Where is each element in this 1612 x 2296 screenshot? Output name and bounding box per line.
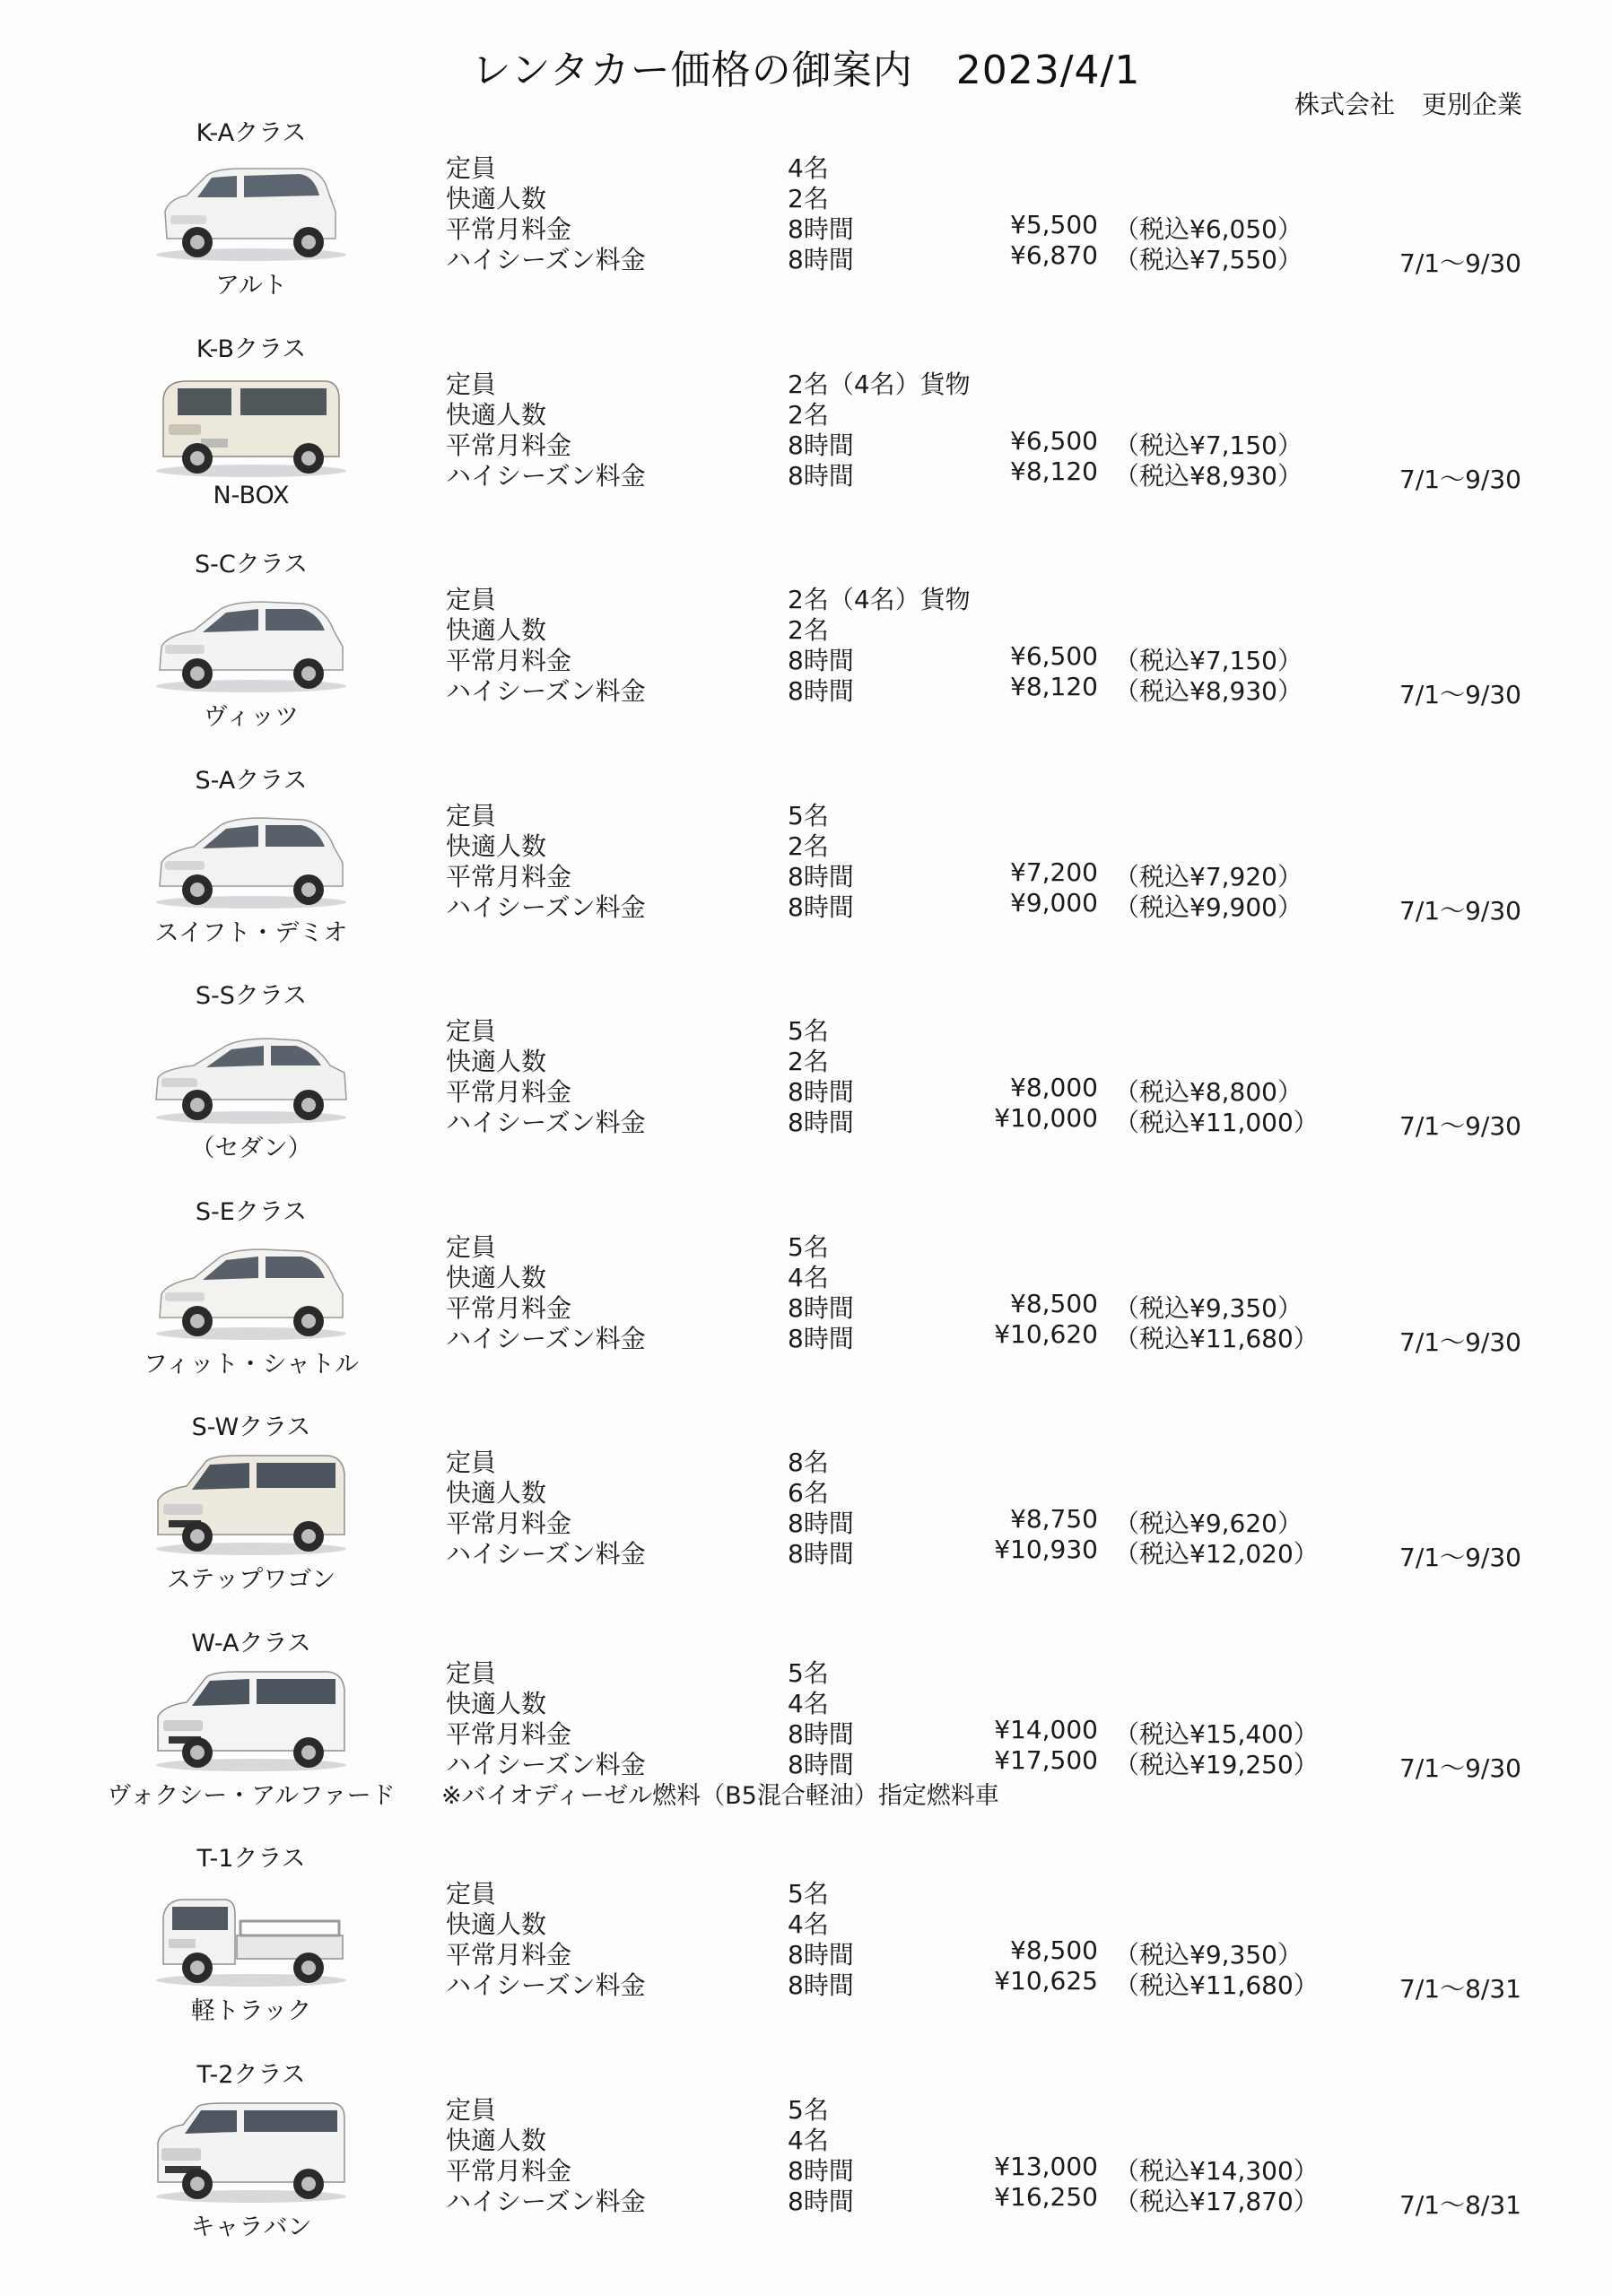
capacity-value: 5名: [788, 1879, 829, 1909]
capacity-value: 5名: [788, 1016, 829, 1046]
normal-price-tax: （税込¥7,920）: [1114, 861, 1303, 891]
high-hours: 8時間: [788, 460, 854, 491]
title-date: 2023/4/1: [955, 48, 1141, 93]
high-season-label: ハイシーズン料金: [446, 1108, 646, 1137]
normal-price: ¥8,000: [1010, 1073, 1098, 1102]
normal-price: ¥8,500: [1010, 1935, 1098, 1965]
capacity-value: 8名: [788, 1448, 829, 1477]
car-row: [0, 1839, 1612, 2054]
normal-price: ¥14,000: [994, 1714, 1098, 1744]
high-hours: 8時間: [788, 891, 854, 922]
high-price: ¥10,625: [994, 1966, 1098, 1996]
normal-price-tax: （税込¥9,350）: [1114, 1940, 1303, 1970]
comfort-label: 快適人数: [446, 1478, 547, 1508]
normal-price: ¥5,500: [1010, 210, 1098, 239]
normal-hours: 8時間: [788, 2155, 854, 2186]
car-photo: [151, 1235, 353, 1343]
comfort-label: 快適人数: [446, 615, 547, 645]
car-row: [0, 544, 1612, 760]
comfort-value: 2名: [788, 399, 829, 430]
normal-price: ¥7,200: [1010, 857, 1098, 887]
normal-price: ¥8,500: [1010, 1288, 1098, 1318]
car-model-name: フィット・シャトル: [143, 1350, 360, 1378]
normal-price-tax: （税込¥9,350）: [1114, 1292, 1303, 1323]
car-model-name: 軽トラック: [190, 1997, 312, 2025]
high-season-period: 7/1～9/30: [1399, 464, 1521, 494]
high-price: ¥10,000: [994, 1103, 1098, 1133]
high-price: ¥10,930: [994, 1535, 1098, 1564]
capacity-label: 定員: [446, 2094, 497, 2125]
normal-price-tax: （税込¥6,050）: [1114, 214, 1303, 244]
high-price: ¥16,250: [994, 2181, 1098, 2212]
high-season-label: ハイシーズン料金: [446, 245, 646, 274]
car-class-label: S-Cクラス: [195, 551, 308, 578]
high-season-label: ハイシーズン料金: [446, 460, 646, 491]
high-season-period: 7/1～9/30: [1399, 680, 1521, 709]
high-price: ¥6,870: [1010, 240, 1098, 270]
high-price-tax: （税込¥8,930）: [1114, 676, 1303, 706]
capacity-label: 定員: [446, 800, 497, 831]
car-photo: [151, 1882, 353, 1989]
high-price-tax: （税込¥11,680）: [1114, 1970, 1319, 2000]
high-season-period: 7/1～8/31: [1399, 1974, 1521, 2004]
car-model-name: ステップワゴン: [166, 1566, 336, 1594]
normal-price-label: 平常月料金: [446, 1077, 572, 1107]
capacity-label: 定員: [446, 153, 497, 183]
car-model-name: アルト: [215, 272, 287, 300]
comfort-value: 2名: [788, 1047, 829, 1076]
car-class-label: S-Sクラス: [195, 982, 308, 1010]
car-class-label: T-1クラス: [196, 1845, 306, 1873]
comfort-label: 快適人数: [446, 1909, 547, 1939]
capacity-label: 定員: [446, 1016, 497, 1046]
high-season-label: ハイシーズン料金: [446, 2186, 646, 2216]
high-season-period: 7/1～9/30: [1399, 1111, 1521, 1141]
normal-hours: 8時間: [788, 1292, 854, 1323]
normal-price-tax: （税込¥14,300）: [1114, 2155, 1319, 2186]
high-price-tax: （税込¥7,550）: [1114, 245, 1303, 274]
high-price: ¥10,620: [994, 1318, 1098, 1349]
normal-price: ¥13,000: [994, 2151, 1098, 2181]
car-class-label: S-Eクラス: [195, 1197, 308, 1226]
car-class-label: T-2クラス: [196, 2060, 306, 2089]
high-season-label: ハイシーズン料金: [446, 676, 646, 706]
high-price-tax: （税込¥9,900）: [1114, 891, 1303, 922]
high-season-label: ハイシーズン料金: [446, 1970, 646, 2000]
high-season-period: 7/1～9/30: [1399, 1543, 1521, 1572]
car-row: [0, 2055, 1612, 2270]
high-season-period: 7/1～9/30: [1399, 248, 1521, 278]
high-season-label: ハイシーズン料金: [446, 1323, 646, 1353]
car-photo: [151, 372, 353, 480]
high-hours: 8時間: [788, 1539, 854, 1569]
company-label: 更別企業: [1421, 90, 1522, 119]
comfort-value: 2名: [788, 615, 829, 645]
comfort-label: 快適人数: [446, 1047, 547, 1076]
normal-price: ¥6,500: [1010, 425, 1098, 456]
car-class-label: K-Bクラス: [196, 335, 307, 363]
car-row: [0, 1192, 1612, 1407]
normal-hours: 8時間: [788, 1509, 854, 1538]
car-model-name: N-BOX: [213, 481, 290, 509]
normal-price-label: 平常月料金: [446, 646, 572, 675]
high-price-tax: （税込¥11,000）: [1114, 1108, 1319, 1137]
capacity-label: 定員: [446, 1879, 497, 1909]
high-hours: 8時間: [788, 1970, 854, 2000]
comfort-value: 2名: [788, 184, 829, 213]
comfort-label: 快適人数: [446, 831, 547, 861]
comfort-value: 4名: [788, 1262, 829, 1292]
high-price-tax: （税込¥12,020）: [1114, 1539, 1319, 1569]
car-photo: [151, 156, 353, 264]
normal-price-label: 平常月料金: [446, 430, 572, 460]
car-photo: [151, 587, 353, 695]
high-hours: 8時間: [788, 2186, 854, 2216]
normal-price-label: 平常月料金: [446, 1718, 572, 1749]
high-season-label: ハイシーズン料金: [446, 1749, 646, 1779]
car-row: [0, 329, 1612, 544]
high-hours: 8時間: [788, 1323, 854, 1353]
comfort-value: 4名: [788, 1909, 829, 1939]
car-photo: [151, 804, 353, 911]
high-price: ¥17,500: [994, 1744, 1098, 1775]
high-season-period: 7/1～8/31: [1399, 2189, 1521, 2220]
capacity-label: 定員: [446, 1657, 497, 1688]
normal-price-label: 平常月料金: [446, 1509, 572, 1538]
normal-price: ¥6,500: [1010, 641, 1098, 671]
company-prefix: 株式会社: [1294, 90, 1395, 119]
normal-price-tax: （税込¥7,150）: [1114, 430, 1303, 460]
capacity-label: 定員: [446, 1448, 497, 1477]
normal-hours: 8時間: [788, 861, 854, 891]
comfort-label: 快適人数: [446, 399, 547, 430]
car-class-label: S-Wクラス: [191, 1413, 311, 1441]
car-photo: [151, 1019, 353, 1126]
normal-price-label: 平常月料金: [446, 1292, 572, 1323]
normal-hours: 8時間: [788, 214, 854, 244]
car-row: [0, 976, 1612, 1191]
car-class-label: S-Aクラス: [195, 766, 308, 795]
car-photo: [151, 1450, 353, 1558]
comfort-value: 6名: [788, 1478, 829, 1508]
normal-price-label: 平常月料金: [446, 2155, 572, 2186]
normal-hours: 8時間: [788, 1940, 854, 1970]
car-row: [0, 113, 1612, 328]
capacity-value: 4名: [788, 153, 829, 183]
normal-price-tax: （税込¥9,620）: [1114, 1509, 1303, 1538]
high-season-period: 7/1～9/30: [1399, 1326, 1521, 1357]
car-model-name: ヴォクシー・アルファード: [107, 1781, 396, 1810]
normal-price-label: 平常月料金: [446, 861, 572, 891]
car-model-name: ヴィッツ: [203, 703, 300, 731]
high-price-tax: （税込¥19,250）: [1114, 1749, 1319, 1779]
high-hours: 8時間: [788, 1749, 854, 1779]
car-model-name: キャラバン: [190, 2213, 312, 2241]
capacity-value: 5名: [788, 800, 829, 831]
comfort-value: 4名: [788, 2125, 829, 2155]
comfort-label: 快適人数: [446, 184, 547, 213]
capacity-value: 2名（4名）貨物: [788, 585, 971, 614]
high-season-period: 7/1～9/30: [1399, 895, 1521, 926]
high-hours: 8時間: [788, 676, 854, 706]
car-photo: [151, 1666, 353, 1774]
car-row: [0, 761, 1612, 976]
high-price-tax: （税込¥17,870）: [1114, 2186, 1319, 2216]
high-season-label: ハイシーズン料金: [446, 891, 646, 922]
normal-price-tax: （税込¥8,800）: [1114, 1077, 1303, 1107]
capacity-value: 5名: [788, 2094, 829, 2125]
high-season-label: ハイシーズン料金: [446, 1539, 646, 1569]
high-hours: 8時間: [788, 1108, 854, 1137]
normal-hours: 8時間: [788, 1077, 854, 1107]
capacity-label: 定員: [446, 1231, 497, 1262]
car-class-label: K-Aクラス: [196, 119, 307, 147]
comfort-value: 2名: [788, 831, 829, 861]
capacity-value: 2名（4名）貨物: [788, 369, 971, 399]
high-season-period: 7/1～9/30: [1399, 1752, 1521, 1783]
capacity-value: 5名: [788, 1657, 829, 1688]
comfort-label: 快適人数: [446, 1688, 547, 1718]
comfort-label: 快適人数: [446, 1262, 547, 1292]
normal-hours: 8時間: [788, 430, 854, 460]
capacity-value: 5名: [788, 1231, 829, 1262]
normal-price-tax: （税込¥7,150）: [1114, 646, 1303, 675]
normal-hours: 8時間: [788, 1718, 854, 1749]
normal-price-label: 平常月料金: [446, 214, 572, 244]
capacity-label: 定員: [446, 369, 497, 399]
car-row: [0, 1407, 1612, 1622]
high-price: ¥8,120: [1010, 456, 1098, 486]
fuel-note: ※バイオディーゼル燃料（B5混合軽油）指定燃料車: [441, 1781, 999, 1810]
normal-price-tax: （税込¥15,400）: [1114, 1718, 1319, 1749]
car-row: [0, 1623, 1612, 1839]
capacity-label: 定員: [446, 585, 497, 614]
normal-price: ¥8,750: [1010, 1504, 1098, 1534]
normal-price-label: 平常月料金: [446, 1940, 572, 1970]
high-price-tax: （税込¥8,930）: [1114, 460, 1303, 491]
comfort-label: 快適人数: [446, 2125, 547, 2155]
high-hours: 8時間: [788, 245, 854, 274]
normal-hours: 8時間: [788, 646, 854, 675]
comfort-value: 4名: [788, 1688, 829, 1718]
high-price-tax: （税込¥11,680）: [1114, 1323, 1319, 1353]
high-price: ¥9,000: [1010, 887, 1098, 918]
title-text: レンタカー価格の御案内: [471, 48, 913, 93]
car-class-label: W-Aクラス: [191, 1629, 311, 1657]
high-price: ¥8,120: [1010, 672, 1098, 701]
car-photo: [151, 2098, 353, 2205]
car-model-name: （セダン）: [190, 1135, 312, 1162]
car-model-name: スイフト・デミオ: [154, 918, 348, 947]
